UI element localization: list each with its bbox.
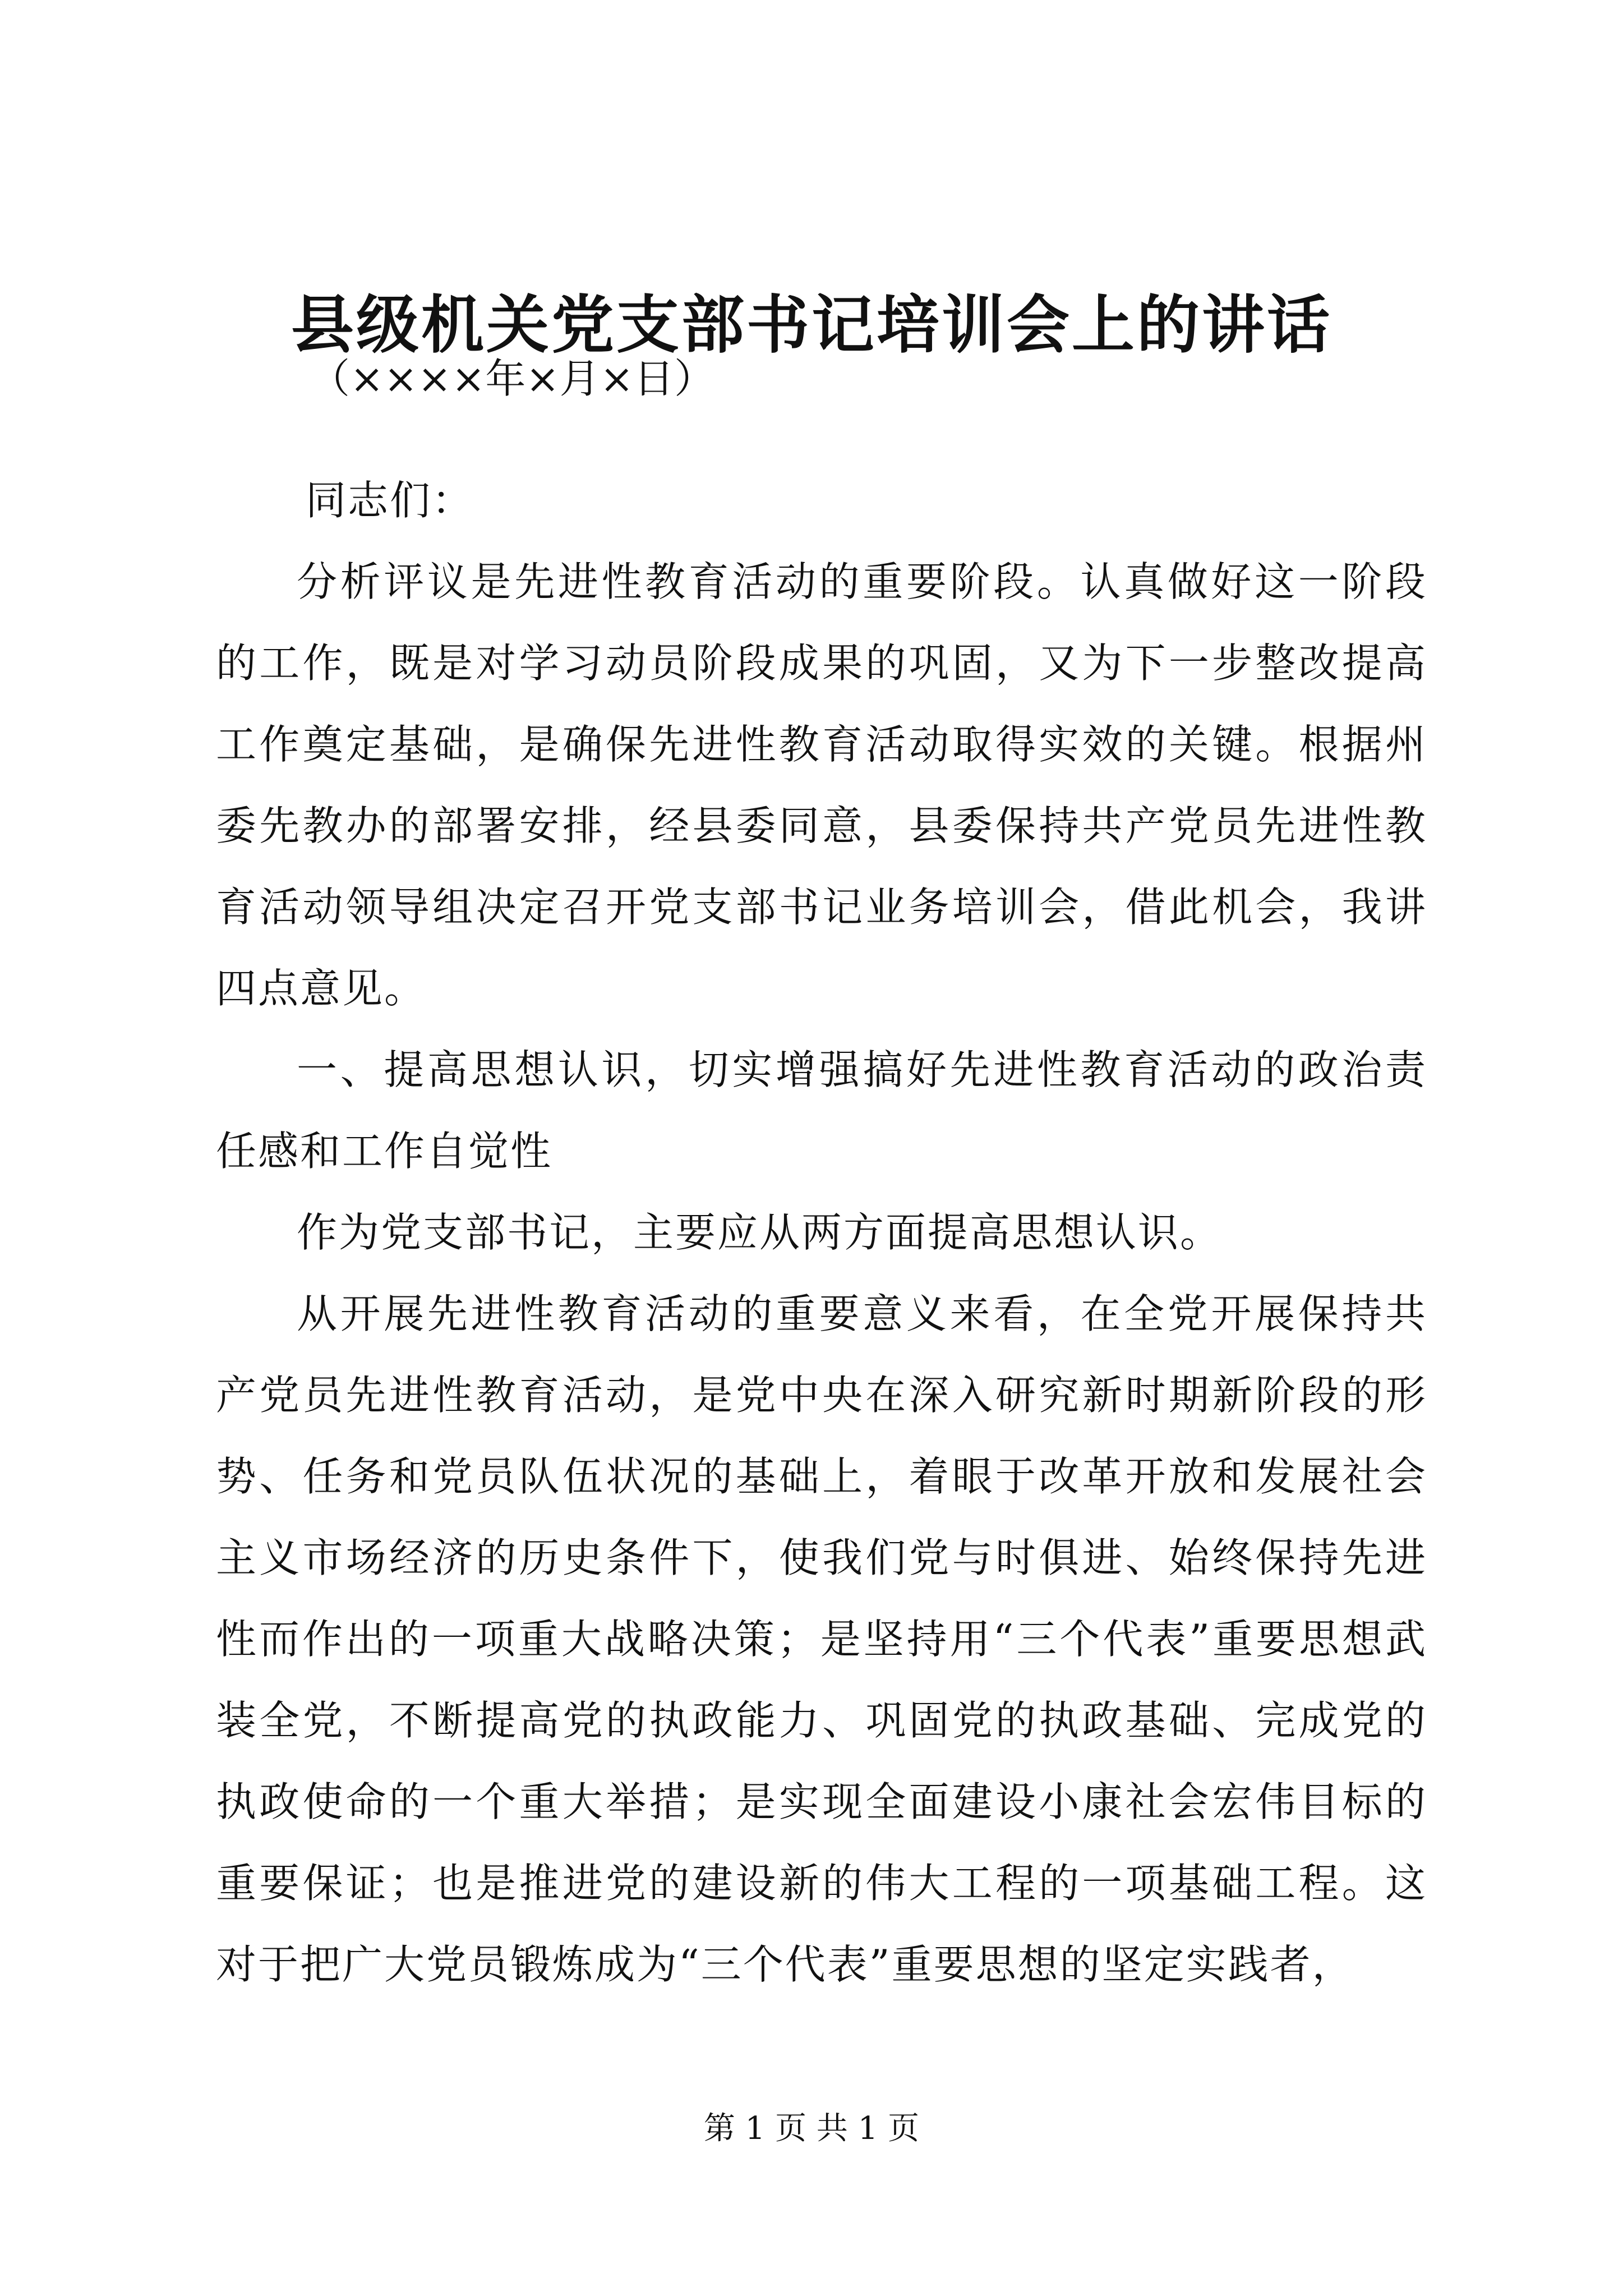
paragraph-2: 从开展先进性教育活动的重要意义来看，在全党开展保持共产党员先进性教育活动，是党中央在深入研究新时期新阶段的形势、任务和党员队伍状况的基础上，着眼于改革开放和发展社会主义市场经济的历史条件下，使我们党与时俱进、始终保持先进性而作出的一项重大战略决策；是坚持用“三个代表”重要思想武装全党，不断提高党的执政能力、巩固党的执政基础、完成党的执政使命的一个重大举措；是实现全面建设小康社会宏伟目标的重要保证；也是推进党的建设新的伟大工程的一项基础工程。这对于把广大党员锻炼成为“三个代表”重要思想的坚定实践者， (216, 1290, 1427, 1988)
document-title: 县级机关党支部书记培训会上的讲话 (291, 288, 1332, 362)
section-heading-1: 一、提高思想认识，切实增强搞好先进性教育活动的政治责任感和工作自觉性 (216, 1046, 1427, 1175)
paragraph-1: 作为党支部书记，主要应从两方面提高思想认识。 (297, 1209, 1223, 1256)
page-footer: 第 1 页 共 1 页 (703, 2110, 920, 2147)
document-body (216, 460, 1427, 2005)
paragraph-intro: 分析评议是先进性教育活动的重要阶段。认真做好这一阶段的工作，既是对学习动员阶段成果的巩固，又为下一步整改提高工作奠定基础，是确保先进性教育活动取得实效的关键。根据州委先教办的部署安排，经县委同意，县委保持共产党员先进性教育活动领导组决定召开党支部书记业务培训会，借此机会，我讲四点意见。 (216, 558, 1427, 1012)
date-line: （××××年×月×日） (310, 355, 714, 402)
salutation: 同志们： (306, 477, 474, 524)
